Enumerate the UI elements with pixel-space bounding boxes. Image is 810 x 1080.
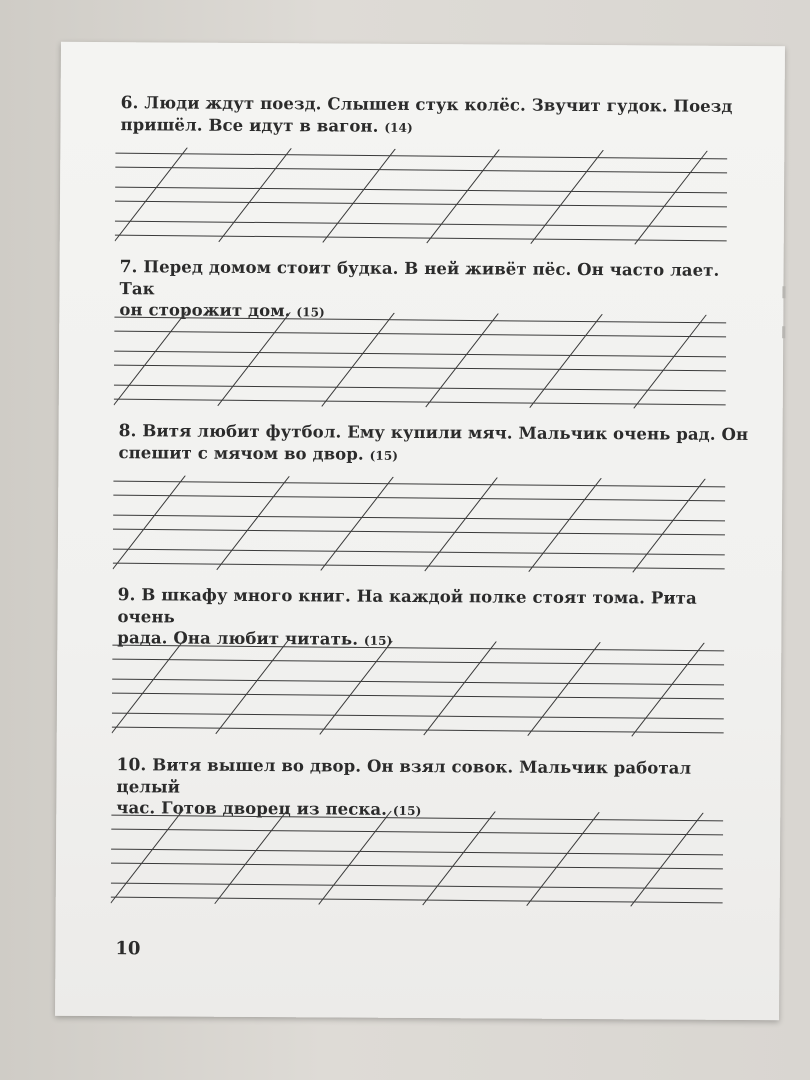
slant-line bbox=[323, 148, 396, 242]
slant-line bbox=[322, 312, 395, 406]
slant-line bbox=[112, 639, 185, 733]
exercise-8 bbox=[118, 420, 748, 469]
exercise-line-1: Витя вышел во двор. Он взял совок. Мальчик работал целый bbox=[116, 755, 692, 797]
ruled-line bbox=[115, 187, 727, 193]
word-count: (15) bbox=[363, 633, 393, 648]
exercise-line-1: В шкафу много книг. На каждой полке стоят тома. Рита очень bbox=[117, 585, 697, 627]
ruled-line bbox=[114, 351, 726, 357]
slant-line bbox=[425, 477, 498, 571]
ruled-line bbox=[113, 529, 725, 535]
slant-line bbox=[634, 314, 707, 408]
exercise-line-1: Перед домом стоит будка. В ней живёт пёс. Он часто лает. Так bbox=[119, 257, 720, 299]
exercise-line-1: Люди ждут поезд. Слышен стук колёс. Звучит гудок. Поезд bbox=[144, 93, 733, 116]
ruled-line bbox=[114, 317, 726, 323]
ruled-line bbox=[113, 515, 725, 521]
ruled-line bbox=[112, 713, 724, 719]
slant-line bbox=[530, 314, 603, 408]
slant-line bbox=[111, 809, 184, 903]
ruled-line bbox=[114, 399, 726, 405]
slant-line bbox=[531, 150, 604, 244]
ruled-line bbox=[111, 863, 723, 869]
slant-line bbox=[427, 149, 500, 243]
exercise-text bbox=[120, 92, 750, 141]
exercise-line-2: пришёл. Все идут в вагон. bbox=[120, 115, 379, 136]
ruled-line bbox=[114, 331, 726, 337]
ruled-line bbox=[113, 549, 725, 555]
staple-mark bbox=[782, 286, 785, 298]
slant-line bbox=[217, 476, 290, 570]
ruled-line bbox=[112, 727, 724, 733]
slant-line bbox=[215, 810, 288, 904]
exercise-10 bbox=[116, 754, 746, 824]
slant-line bbox=[319, 810, 392, 904]
exercise-text bbox=[118, 420, 748, 469]
slant-line bbox=[113, 475, 186, 569]
writing-grid[interactable] bbox=[112, 639, 725, 739]
exercise-line-2: рада. Она любит читать. bbox=[117, 628, 359, 649]
ruled-line bbox=[111, 883, 723, 889]
page-number: 10 bbox=[115, 938, 141, 960]
exercise-9 bbox=[117, 584, 747, 654]
ruled-line bbox=[111, 897, 723, 903]
slant-line bbox=[426, 313, 499, 407]
exercise-number: 6. bbox=[120, 93, 139, 114]
exercise-line-2: он сторожит дом. bbox=[119, 300, 291, 321]
slant-line bbox=[219, 148, 292, 242]
ruled-line bbox=[113, 481, 725, 487]
slant-line bbox=[528, 642, 601, 736]
slant-line bbox=[527, 812, 600, 906]
writing-grid[interactable] bbox=[115, 147, 728, 247]
slant-line bbox=[216, 640, 289, 734]
writing-grid[interactable] bbox=[111, 809, 724, 909]
ruled-line bbox=[111, 829, 723, 835]
ruled-line bbox=[112, 659, 724, 665]
slant-line bbox=[218, 312, 291, 406]
exercise-number: 10. bbox=[116, 755, 147, 776]
word-count: (15) bbox=[392, 803, 422, 819]
ruled-line bbox=[112, 693, 724, 699]
ruled-line bbox=[115, 221, 727, 227]
slant-line bbox=[114, 311, 187, 405]
word-count: (15) bbox=[296, 305, 325, 320]
exercise-line-1: Витя любит футбол. Ему купили мяч. Мальчик очень рад. Он bbox=[142, 421, 749, 445]
writing-grid[interactable] bbox=[113, 475, 726, 575]
ruled-line bbox=[112, 645, 724, 651]
exercise-6 bbox=[120, 92, 750, 141]
slant-line bbox=[321, 476, 394, 570]
word-count: (15) bbox=[369, 448, 399, 463]
slant-line bbox=[635, 150, 708, 244]
ruled-line bbox=[115, 153, 727, 159]
slant-line bbox=[423, 811, 496, 905]
exercise-7 bbox=[119, 256, 749, 326]
ruled-line bbox=[115, 201, 727, 207]
slant-line bbox=[529, 478, 602, 572]
ruled-line bbox=[111, 849, 723, 855]
exercise-number: 8. bbox=[118, 421, 137, 442]
ruled-line bbox=[113, 563, 725, 569]
slant-line bbox=[633, 478, 706, 572]
ruled-line bbox=[111, 815, 723, 821]
exercise-line-2: спешит с мячом во двор. bbox=[118, 443, 364, 464]
workbook-page bbox=[55, 42, 785, 1020]
ruled-line bbox=[112, 679, 724, 685]
word-count: (14) bbox=[384, 120, 413, 135]
exercise-number: 7. bbox=[119, 257, 138, 278]
slant-line bbox=[320, 640, 393, 734]
staple-mark bbox=[782, 326, 785, 338]
writing-grid[interactable] bbox=[114, 311, 727, 411]
ruled-line bbox=[114, 385, 726, 391]
slant-line bbox=[632, 642, 705, 736]
ruled-line bbox=[114, 365, 726, 371]
exercise-number: 9. bbox=[117, 585, 136, 606]
slant-line bbox=[631, 812, 704, 906]
exercise-line-2: час. Готов дворец из песка. bbox=[116, 798, 388, 819]
ruled-line bbox=[113, 495, 725, 501]
ruled-line bbox=[115, 167, 727, 173]
ruled-line bbox=[115, 235, 727, 241]
slant-line bbox=[424, 641, 497, 735]
slant-line bbox=[115, 147, 188, 241]
